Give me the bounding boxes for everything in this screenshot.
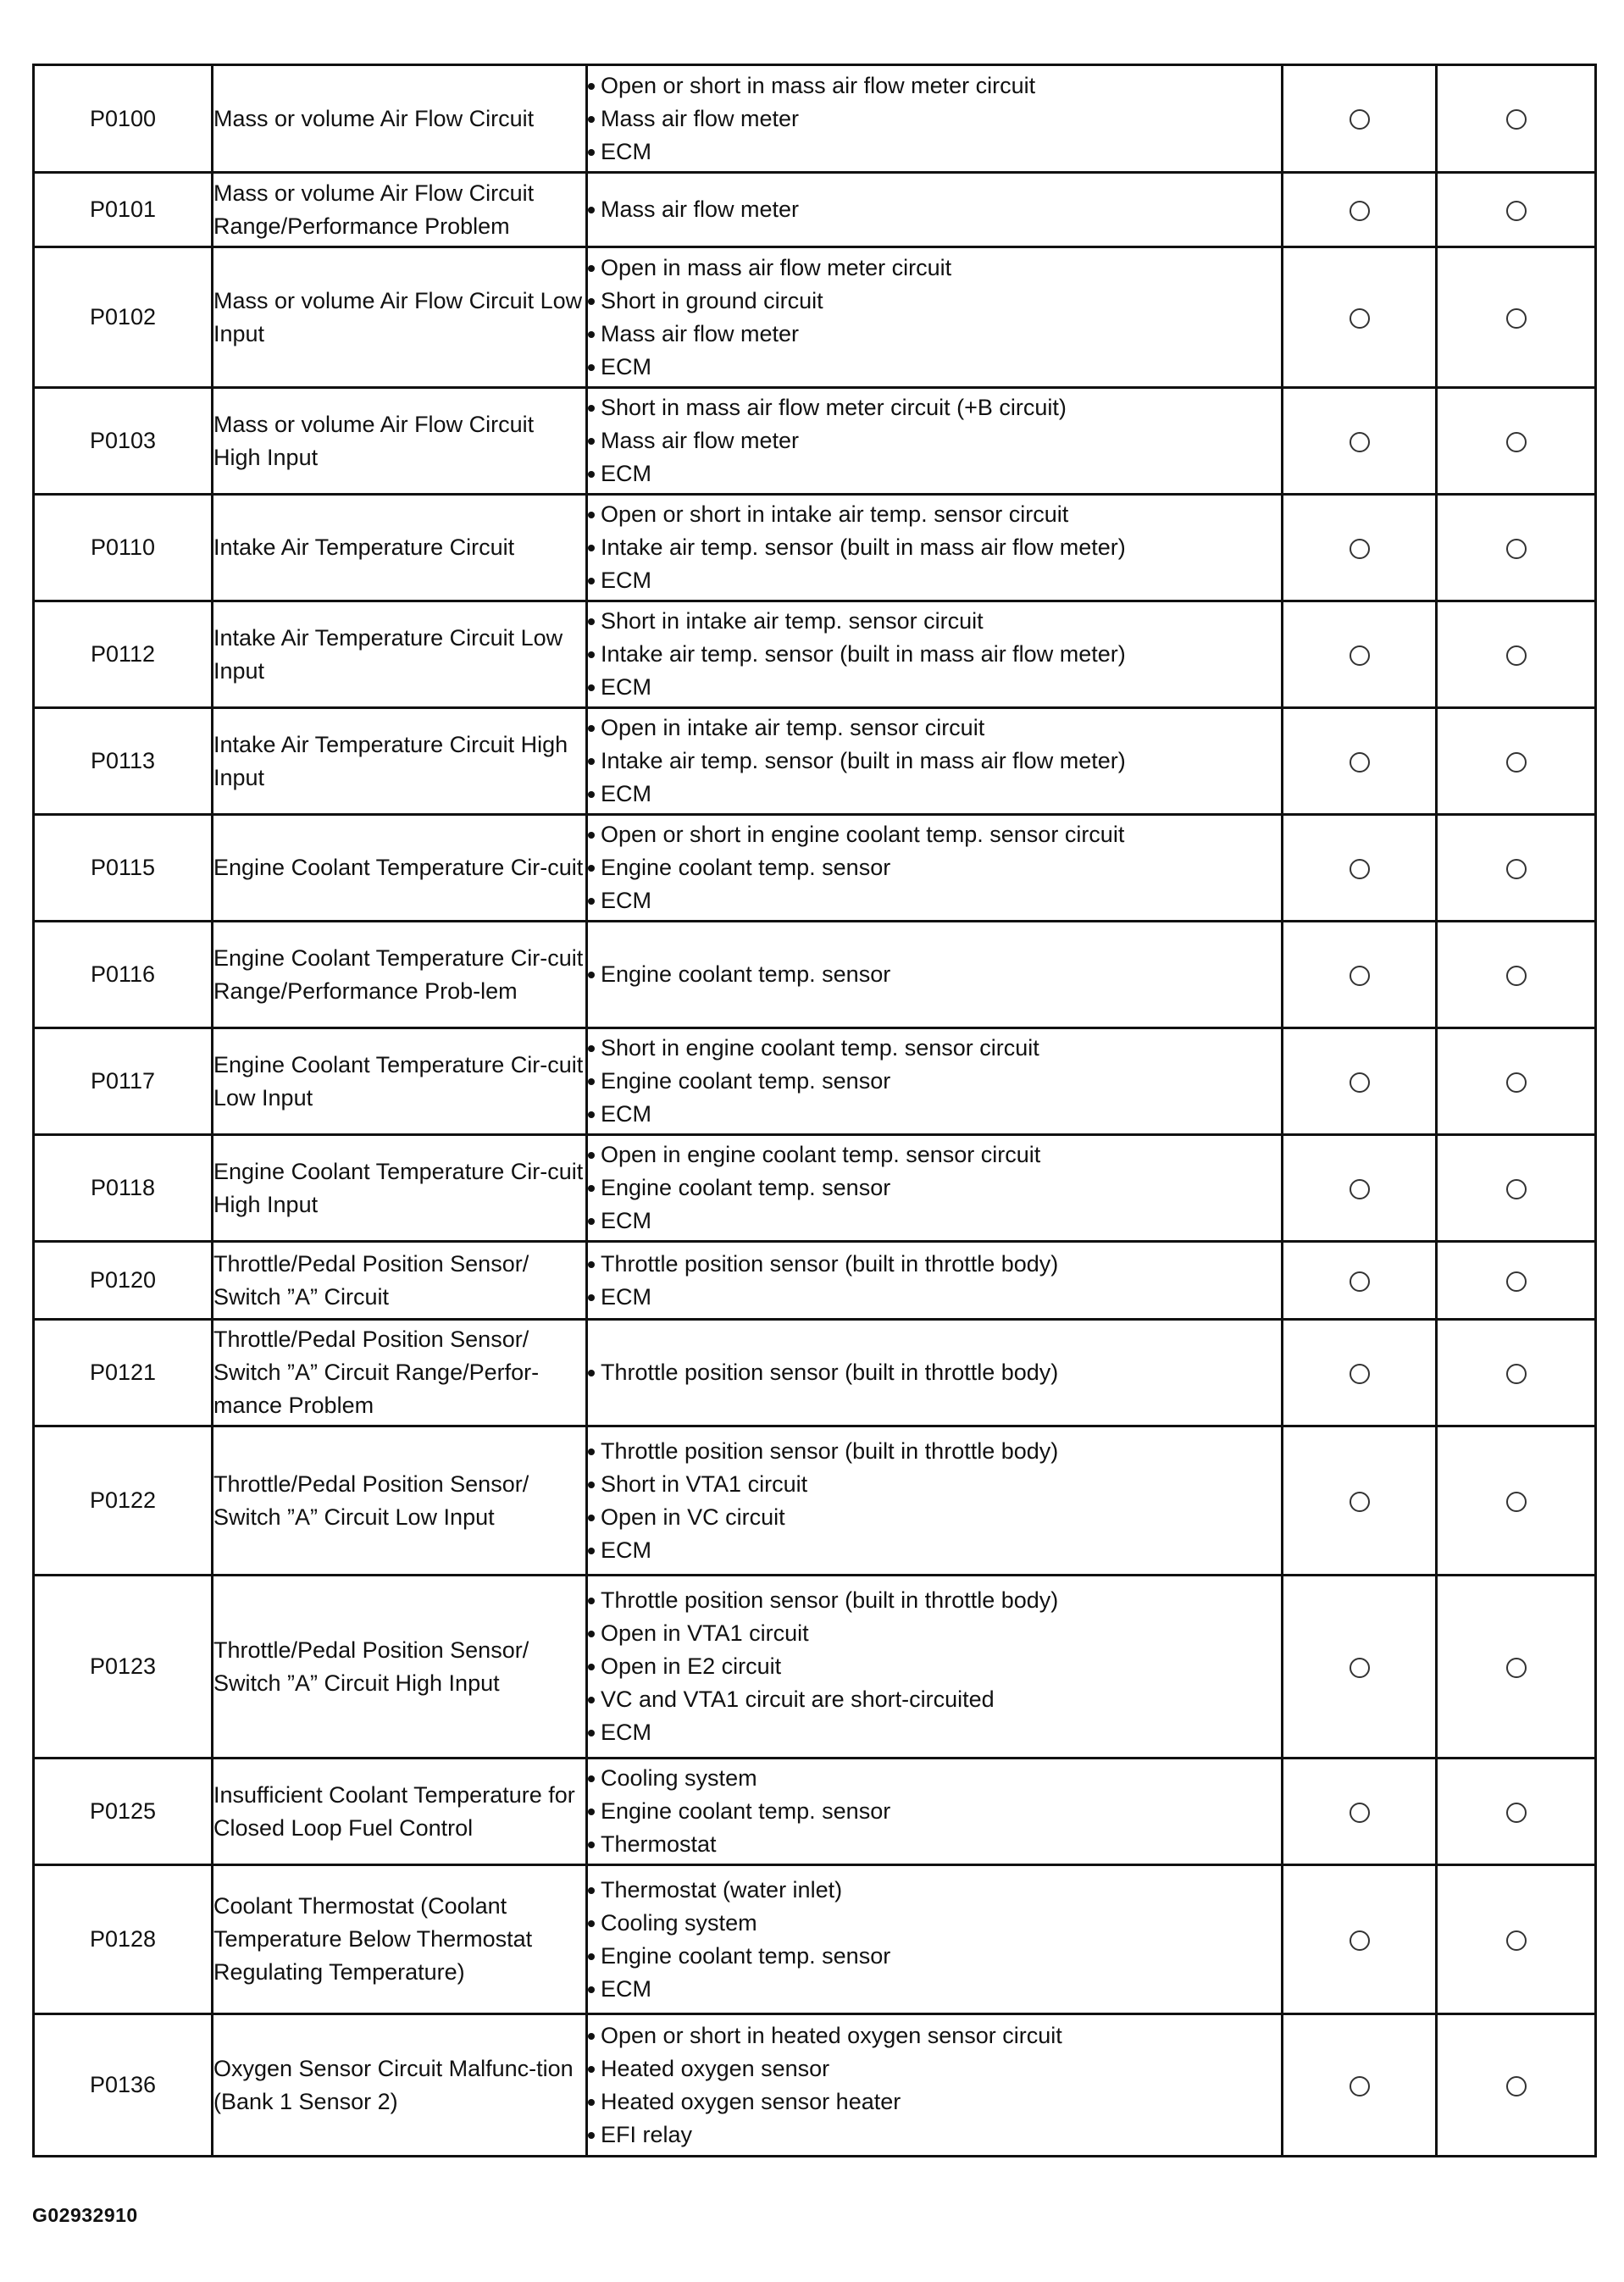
detection-item: Engine Coolant Temperature Cir-cuit xyxy=(213,815,587,922)
trouble-area-item: Open in intake air temp. sensor circuit xyxy=(588,712,1281,745)
trouble-area-list xyxy=(588,69,1281,169)
trouble-area-item: Mass air flow meter xyxy=(588,424,1281,457)
trouble-area-item: Short in mass air flow meter circuit (+B circuit) xyxy=(588,391,1281,424)
open-circle-icon xyxy=(1506,859,1527,879)
trouble-area-cell xyxy=(587,708,1283,815)
open-circle-icon xyxy=(1506,1658,1527,1678)
mark-column-2 xyxy=(1437,1242,1596,1320)
dtc-code: P0100 xyxy=(34,65,213,173)
dtc-code: P0115 xyxy=(34,815,213,922)
dtc-code: P0121 xyxy=(34,1320,213,1426)
table-row xyxy=(34,1576,1596,1759)
dtc-code: P0125 xyxy=(34,1759,213,1865)
dtc-code: P0101 xyxy=(34,173,213,247)
mark-column-1 xyxy=(1283,601,1437,708)
open-circle-icon xyxy=(1350,308,1370,329)
trouble-area-cell xyxy=(587,1320,1283,1426)
detection-item: Coolant Thermostat (Coolant Temperature Below Thermostat Regulating Temperature) xyxy=(213,1865,587,2014)
mark-column-1 xyxy=(1283,173,1437,247)
trouble-area-cell xyxy=(587,922,1283,1028)
trouble-area-cell xyxy=(587,1028,1283,1135)
table-row xyxy=(34,388,1596,495)
mark-column-2 xyxy=(1437,388,1596,495)
detection-item: Throttle/Pedal Position Sensor/ Switch ”A” Circuit Range/Perfor-mance Problem xyxy=(213,1320,587,1426)
trouble-area-cell xyxy=(587,388,1283,495)
table-row xyxy=(34,815,1596,922)
table-row xyxy=(34,247,1596,388)
dtc-code: P0103 xyxy=(34,388,213,495)
open-circle-icon xyxy=(1350,752,1370,773)
open-circle-icon xyxy=(1506,645,1527,666)
trouble-area-item: Open or short in heated oxygen sensor circuit xyxy=(588,2019,1281,2052)
trouble-area-item: ECM xyxy=(588,1716,1281,1749)
mark-column-1 xyxy=(1283,388,1437,495)
trouble-area-item: ECM xyxy=(588,1098,1281,1131)
trouble-area-item: ECM xyxy=(588,457,1281,490)
trouble-area-cell xyxy=(587,2014,1283,2157)
mark-column-1 xyxy=(1283,1865,1437,2014)
mark-column-1 xyxy=(1283,1576,1437,1759)
trouble-area-item: EFI relay xyxy=(588,2119,1281,2152)
dtc-code: P0112 xyxy=(34,601,213,708)
trouble-area-cell xyxy=(587,601,1283,708)
trouble-area-cell xyxy=(587,247,1283,388)
mark-column-1 xyxy=(1283,815,1437,922)
trouble-area-item: Engine coolant temp. sensor xyxy=(588,1171,1281,1205)
trouble-area-item: Open or short in mass air flow meter circuit xyxy=(588,69,1281,102)
trouble-area-list xyxy=(588,498,1281,597)
detection-item: Mass or volume Air Flow Circuit xyxy=(213,65,587,173)
open-circle-icon xyxy=(1506,109,1527,130)
open-circle-icon xyxy=(1506,1492,1527,1512)
dtc-table-container xyxy=(32,64,1594,2157)
trouble-area-list xyxy=(588,252,1281,384)
trouble-area-item: Cooling system xyxy=(588,1907,1281,1940)
table-row xyxy=(34,1865,1596,2014)
trouble-area-item: ECM xyxy=(588,671,1281,704)
trouble-area-item: Intake air temp. sensor (built in mass air flow meter) xyxy=(588,531,1281,564)
trouble-area-item: Mass air flow meter xyxy=(588,318,1281,351)
trouble-area-item: Open in VTA1 circuit xyxy=(588,1617,1281,1650)
open-circle-icon xyxy=(1506,1803,1527,1823)
trouble-area-item: Engine coolant temp. sensor xyxy=(588,1940,1281,1973)
mark-column-2 xyxy=(1437,1135,1596,1242)
dtc-code: P0122 xyxy=(34,1426,213,1576)
trouble-area-list xyxy=(588,1762,1281,1861)
open-circle-icon xyxy=(1506,1179,1527,1199)
mark-column-1 xyxy=(1283,708,1437,815)
dtc-table xyxy=(32,64,1597,2157)
trouble-area-item: Heated oxygen sensor xyxy=(588,2052,1281,2085)
open-circle-icon xyxy=(1506,1364,1527,1384)
trouble-area-item: Throttle position sensor (built in throttle body) xyxy=(588,1584,1281,1617)
detection-item: Throttle/Pedal Position Sensor/ Switch ”A” Circuit Low Input xyxy=(213,1426,587,1576)
table-row xyxy=(34,1320,1596,1426)
mark-column-2 xyxy=(1437,601,1596,708)
detection-item: Engine Coolant Temperature Cir-cuit Low Input xyxy=(213,1028,587,1135)
open-circle-icon xyxy=(1350,1179,1370,1199)
mark-column-2 xyxy=(1437,173,1596,247)
table-row xyxy=(34,1135,1596,1242)
open-circle-icon xyxy=(1506,432,1527,452)
mark-column-1 xyxy=(1283,1426,1437,1576)
dtc-code: P0102 xyxy=(34,247,213,388)
open-circle-icon xyxy=(1350,432,1370,452)
trouble-area-item: Short in intake air temp. sensor circuit xyxy=(588,605,1281,638)
trouble-area-item: Open in mass air flow meter circuit xyxy=(588,252,1281,285)
table-row xyxy=(34,1426,1596,1576)
mark-column-1 xyxy=(1283,922,1437,1028)
trouble-area-list xyxy=(588,391,1281,490)
detection-item: Engine Coolant Temperature Cir-cuit High Input xyxy=(213,1135,587,1242)
trouble-area-item: Open in E2 circuit xyxy=(588,1650,1281,1683)
mark-column-1 xyxy=(1283,65,1437,173)
trouble-area-cell xyxy=(587,1135,1283,1242)
dtc-code: P0117 xyxy=(34,1028,213,1135)
trouble-area-list xyxy=(588,1032,1281,1131)
table-row xyxy=(34,1759,1596,1865)
mark-column-2 xyxy=(1437,1576,1596,1759)
trouble-area-cell xyxy=(587,1242,1283,1320)
trouble-area-item: ECM xyxy=(588,564,1281,597)
mark-column-2 xyxy=(1437,708,1596,815)
trouble-area-item: Engine coolant temp. sensor xyxy=(588,958,1281,991)
trouble-area-cell xyxy=(587,495,1283,601)
mark-column-2 xyxy=(1437,1759,1596,1865)
table-row xyxy=(34,65,1596,173)
mark-column-1 xyxy=(1283,495,1437,601)
trouble-area-item: Intake air temp. sensor (built in mass air flow meter) xyxy=(588,745,1281,778)
trouble-area-list xyxy=(588,818,1281,917)
dtc-code: P0116 xyxy=(34,922,213,1028)
trouble-area-item: Engine coolant temp. sensor xyxy=(588,1795,1281,1828)
mark-column-1 xyxy=(1283,247,1437,388)
trouble-area-item: Thermostat (water inlet) xyxy=(588,1874,1281,1907)
trouble-area-list xyxy=(588,193,1281,226)
open-circle-icon xyxy=(1350,859,1370,879)
detection-item: Oxygen Sensor Circuit Malfunc-tion (Bank 1 Sensor 2) xyxy=(213,2014,587,2157)
trouble-area-item: Open or short in engine coolant temp. sensor circuit xyxy=(588,818,1281,851)
mark-column-2 xyxy=(1437,1320,1596,1426)
table-row xyxy=(34,1028,1596,1135)
detection-item: Mass or volume Air Flow Circuit High Input xyxy=(213,388,587,495)
trouble-area-item: VC and VTA1 circuit are short-circuited xyxy=(588,1683,1281,1716)
trouble-area-item: ECM xyxy=(588,351,1281,384)
table-row xyxy=(34,1242,1596,1320)
open-circle-icon xyxy=(1350,645,1370,666)
mark-column-2 xyxy=(1437,495,1596,601)
open-circle-icon xyxy=(1350,2076,1370,2096)
trouble-area-item: Open or short in intake air temp. sensor circuit xyxy=(588,498,1281,531)
table-row xyxy=(34,708,1596,815)
open-circle-icon xyxy=(1350,201,1370,221)
detection-item: Intake Air Temperature Circuit xyxy=(213,495,587,601)
trouble-area-list xyxy=(588,2019,1281,2152)
mark-column-1 xyxy=(1283,1028,1437,1135)
mark-column-2 xyxy=(1437,65,1596,173)
mark-column-1 xyxy=(1283,2014,1437,2157)
trouble-area-item: Open in engine coolant temp. sensor circuit xyxy=(588,1138,1281,1171)
mark-column-2 xyxy=(1437,1865,1596,2014)
detection-item: Throttle/Pedal Position Sensor/ Switch ”A” Circuit xyxy=(213,1242,587,1320)
trouble-area-item: ECM xyxy=(588,1973,1281,2006)
detection-item: Mass or volume Air Flow Circuit Range/Performance Problem xyxy=(213,173,587,247)
trouble-area-item: ECM xyxy=(588,778,1281,811)
mark-column-2 xyxy=(1437,247,1596,388)
trouble-area-item: Short in VTA1 circuit xyxy=(588,1468,1281,1501)
dtc-table-body xyxy=(34,65,1596,2157)
dtc-code: P0123 xyxy=(34,1576,213,1759)
open-circle-icon xyxy=(1506,1072,1527,1093)
detection-item: Insufficient Coolant Temperature for Closed Loop Fuel Control xyxy=(213,1759,587,1865)
trouble-area-cell xyxy=(587,1426,1283,1576)
open-circle-icon xyxy=(1506,201,1527,221)
figure-id: G02932910 xyxy=(32,2204,138,2226)
open-circle-icon xyxy=(1506,1271,1527,1292)
trouble-area-cell xyxy=(587,173,1283,247)
open-circle-icon xyxy=(1350,1072,1370,1093)
trouble-area-list xyxy=(588,1874,1281,2006)
table-row xyxy=(34,495,1596,601)
trouble-area-item: Intake air temp. sensor (built in mass air flow meter) xyxy=(588,638,1281,671)
dtc-code: P0120 xyxy=(34,1242,213,1320)
open-circle-icon xyxy=(1350,109,1370,130)
open-circle-icon xyxy=(1506,1930,1527,1951)
trouble-area-item: Throttle position sensor (built in throttle body) xyxy=(588,1356,1281,1389)
trouble-area-item: Mass air flow meter xyxy=(588,102,1281,136)
trouble-area-item: Throttle position sensor (built in throttle body) xyxy=(588,1435,1281,1468)
open-circle-icon xyxy=(1350,1364,1370,1384)
table-row xyxy=(34,922,1596,1028)
mark-column-2 xyxy=(1437,922,1596,1028)
trouble-area-list xyxy=(588,1435,1281,1567)
table-row xyxy=(34,2014,1596,2157)
trouble-area-cell xyxy=(587,815,1283,922)
open-circle-icon xyxy=(1350,539,1370,559)
mark-column-2 xyxy=(1437,2014,1596,2157)
detection-item: Mass or volume Air Flow Circuit Low Input xyxy=(213,247,587,388)
trouble-area-list xyxy=(588,958,1281,991)
trouble-area-list xyxy=(588,1356,1281,1389)
open-circle-icon xyxy=(1350,1492,1370,1512)
trouble-area-list xyxy=(588,1584,1281,1749)
trouble-area-cell xyxy=(587,1865,1283,2014)
open-circle-icon xyxy=(1506,308,1527,329)
trouble-area-list xyxy=(588,1248,1281,1314)
trouble-area-item: ECM xyxy=(588,884,1281,917)
trouble-area-item: Short in engine coolant temp. sensor circuit xyxy=(588,1032,1281,1065)
trouble-area-cell xyxy=(587,1576,1283,1759)
trouble-area-item: Engine coolant temp. sensor xyxy=(588,851,1281,884)
trouble-area-item: Mass air flow meter xyxy=(588,193,1281,226)
dtc-code: P0128 xyxy=(34,1865,213,2014)
trouble-area-item: Thermostat xyxy=(588,1828,1281,1861)
trouble-area-item: ECM xyxy=(588,136,1281,169)
mark-column-1 xyxy=(1283,1242,1437,1320)
trouble-area-item: ECM xyxy=(588,1205,1281,1238)
dtc-code: P0118 xyxy=(34,1135,213,1242)
open-circle-icon xyxy=(1506,539,1527,559)
trouble-area-item: Engine coolant temp. sensor xyxy=(588,1065,1281,1098)
table-row xyxy=(34,601,1596,708)
open-circle-icon xyxy=(1350,1803,1370,1823)
mark-column-1 xyxy=(1283,1135,1437,1242)
trouble-area-item: Cooling system xyxy=(588,1762,1281,1795)
open-circle-icon xyxy=(1350,966,1370,986)
mark-column-1 xyxy=(1283,1320,1437,1426)
open-circle-icon xyxy=(1506,2076,1527,2096)
mark-column-2 xyxy=(1437,815,1596,922)
open-circle-icon xyxy=(1506,752,1527,773)
trouble-area-list xyxy=(588,1138,1281,1238)
trouble-area-item: ECM xyxy=(588,1534,1281,1567)
open-circle-icon xyxy=(1506,966,1527,986)
trouble-area-item: Throttle position sensor (built in throttle body) xyxy=(588,1248,1281,1281)
open-circle-icon xyxy=(1350,1658,1370,1678)
open-circle-icon xyxy=(1350,1271,1370,1292)
trouble-area-cell xyxy=(587,65,1283,173)
detection-item: Throttle/Pedal Position Sensor/ Switch ”A” Circuit High Input xyxy=(213,1576,587,1759)
open-circle-icon xyxy=(1350,1930,1370,1951)
dtc-code: P0113 xyxy=(34,708,213,815)
trouble-area-item: Open in VC circuit xyxy=(588,1501,1281,1534)
dtc-code: P0136 xyxy=(34,2014,213,2157)
trouble-area-list xyxy=(588,712,1281,811)
mark-column-1 xyxy=(1283,1759,1437,1865)
trouble-area-cell xyxy=(587,1759,1283,1865)
table-row xyxy=(34,173,1596,247)
mark-column-2 xyxy=(1437,1028,1596,1135)
trouble-area-list xyxy=(588,605,1281,704)
trouble-area-item: Heated oxygen sensor heater xyxy=(588,2085,1281,2119)
mark-column-2 xyxy=(1437,1426,1596,1576)
trouble-area-item: ECM xyxy=(588,1281,1281,1314)
trouble-area-item: Short in ground circuit xyxy=(588,285,1281,318)
detection-item: Engine Coolant Temperature Cir-cuit Range/Performance Prob-lem xyxy=(213,922,587,1028)
detection-item: Intake Air Temperature Circuit Low Input xyxy=(213,601,587,708)
detection-item: Intake Air Temperature Circuit High Input xyxy=(213,708,587,815)
dtc-code: P0110 xyxy=(34,495,213,601)
